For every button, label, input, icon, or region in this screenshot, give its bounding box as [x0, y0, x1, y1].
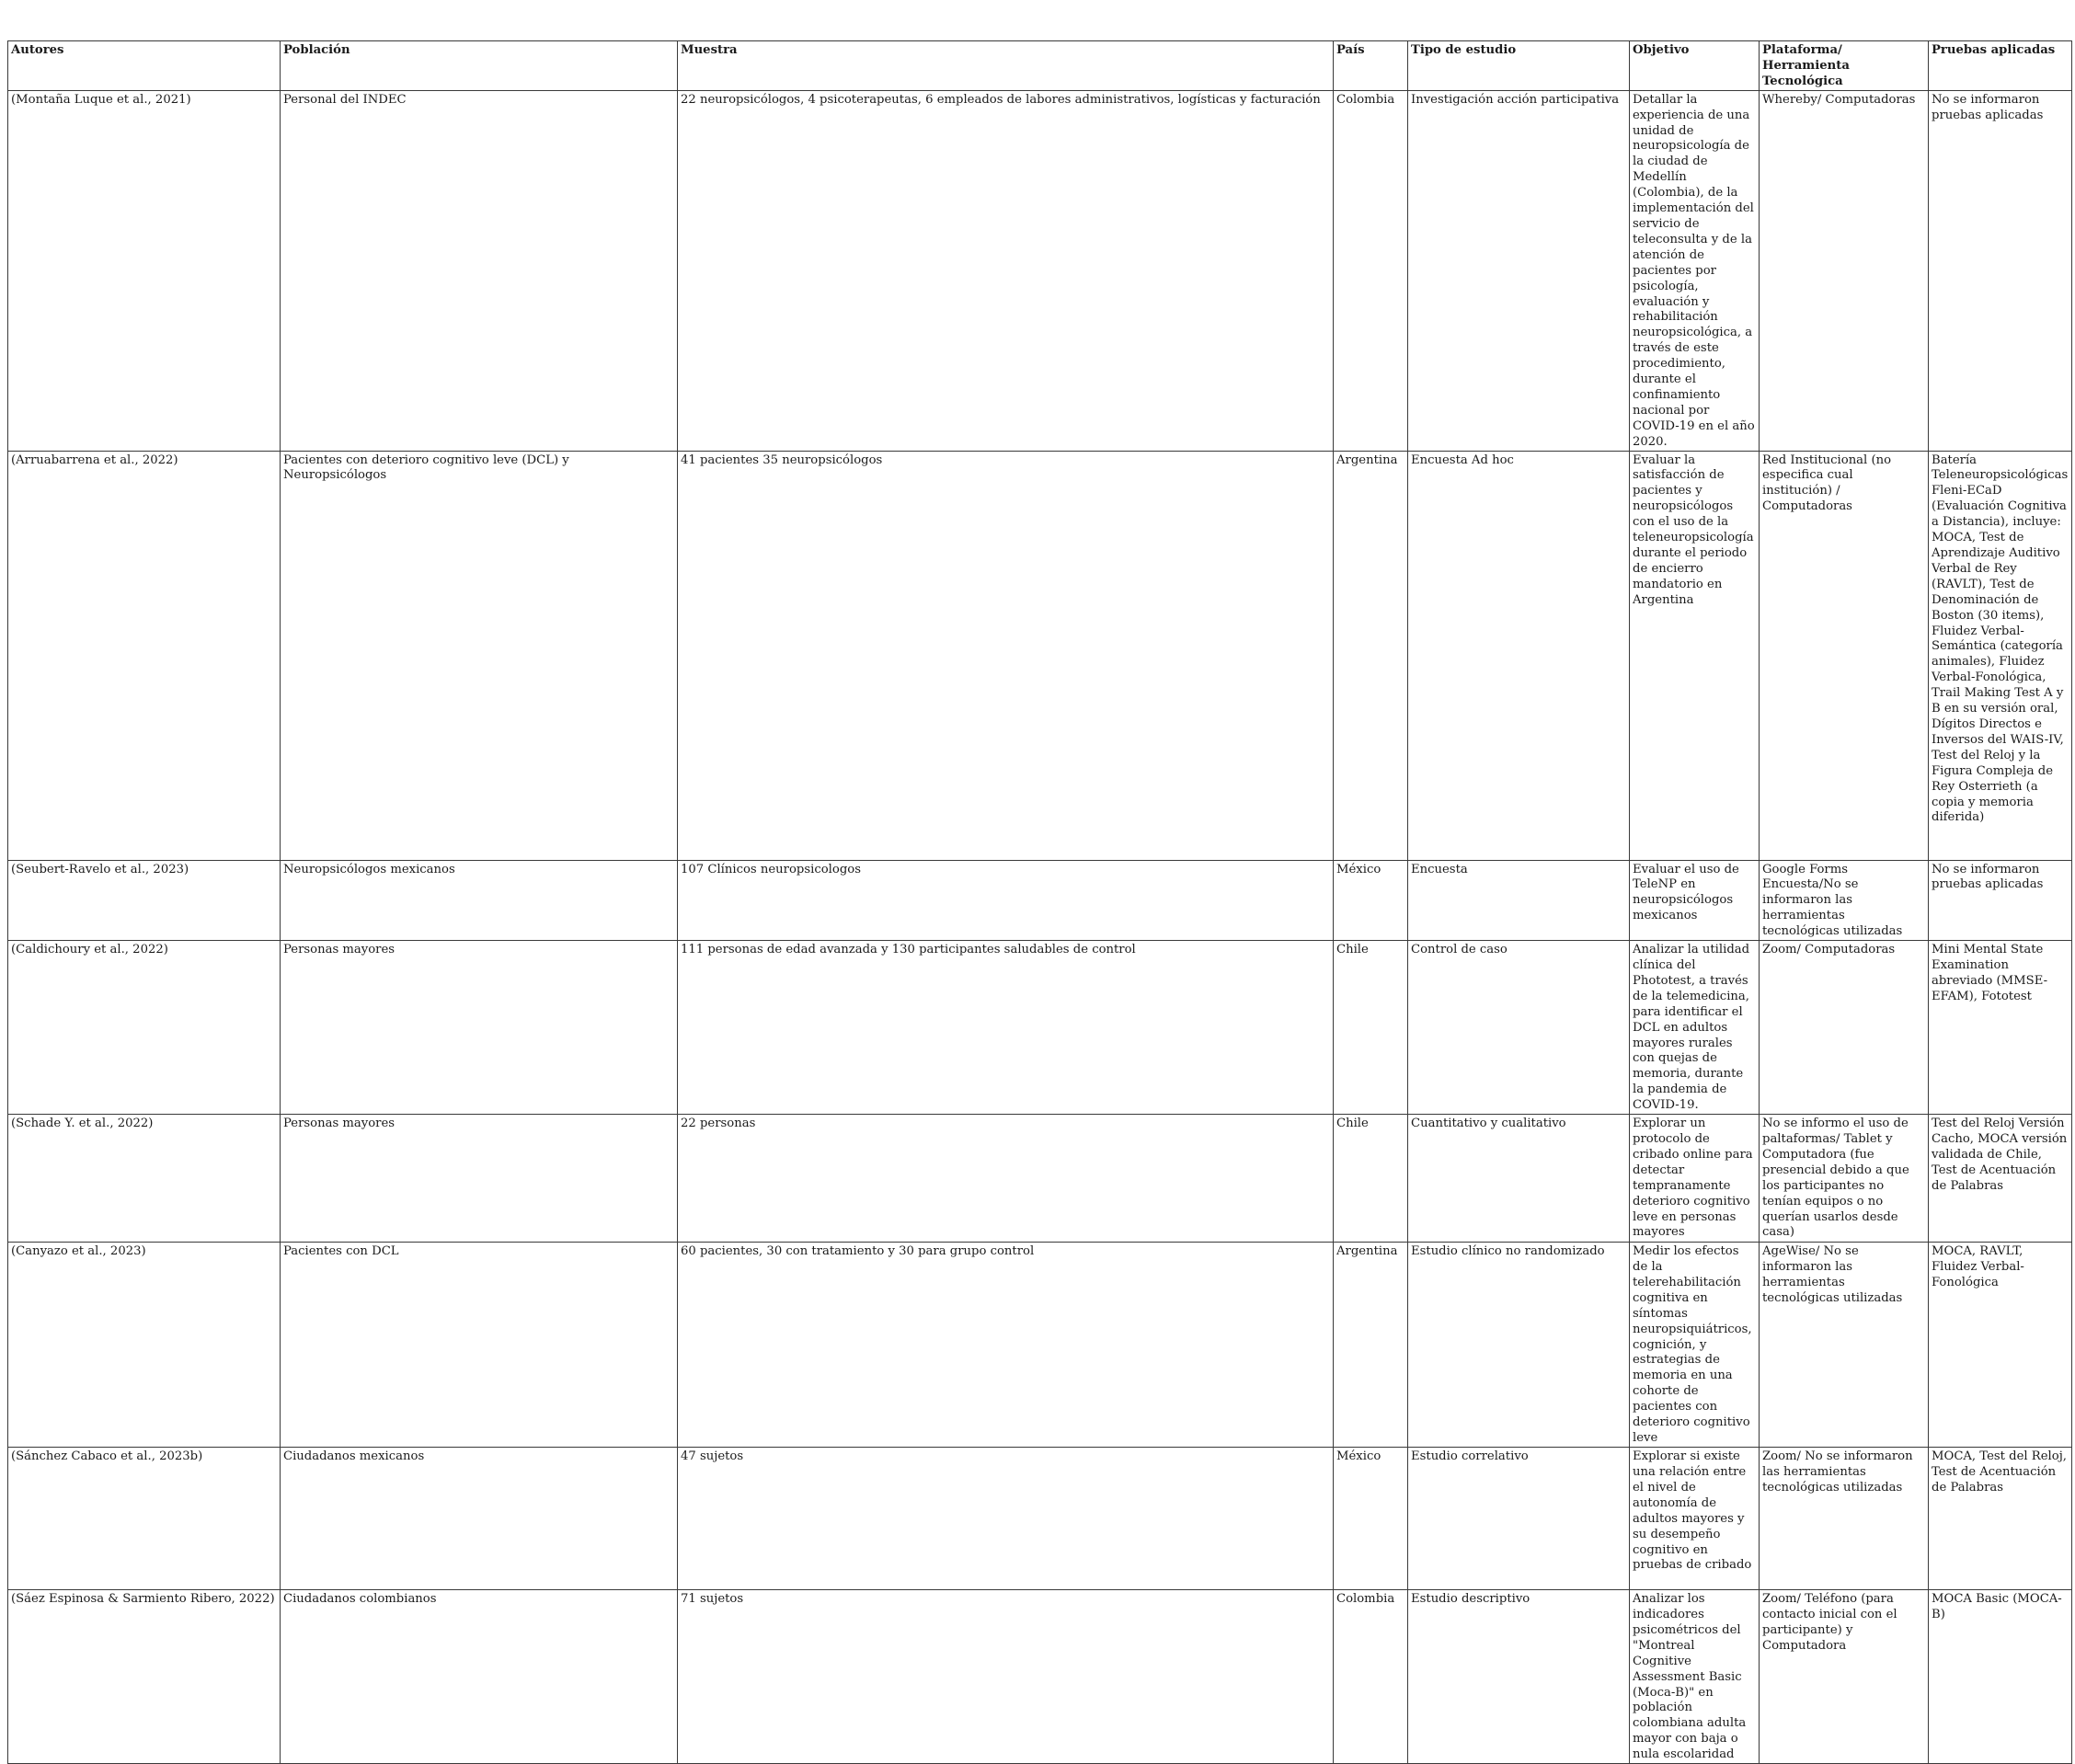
cell-pruebas: Mini Mental State Examination abreviado (MMSE-EFAM), Fototest [1929, 941, 2072, 1115]
cell-muestra: 22 personas [678, 1115, 1334, 1243]
header-autores: Autores [8, 41, 281, 91]
cell-pais: Chile [1334, 941, 1408, 1115]
cell-plataforma: Zoom/ Teléfono (para contacto inicial con el participante) y Computadora [1760, 1590, 1929, 1764]
table-row [8, 90, 2072, 451]
cell-objetivo: Explorar si existe una relación entre el nivel de autonomía de adultos mayores y su desempeño cognitivo en pruebas de cribado [1630, 1448, 1760, 1590]
cell-pais: México [1334, 860, 1408, 941]
table-row [8, 941, 2072, 1115]
cell-poblacion: Pacientes con DCL [281, 1243, 678, 1448]
header-muestra: Muestra [678, 41, 1334, 91]
cell-autores: (Sánchez Cabaco et al., 2023b) [8, 1448, 281, 1590]
cell-pais: Argentina [1334, 451, 1408, 860]
cell-objetivo: Evaluar la satisfacción de pacientes y neuropsicólogos con el uso de la teleneuropsicología durante el periodo de encierro mandatorio en Argentina [1630, 451, 1760, 860]
cell-tipo: Estudio clínico no randomizado [1408, 1243, 1630, 1448]
cell-poblacion: Pacientes con deterioro cognitivo leve (DCL) y Neuropsicólogos [281, 451, 678, 860]
cell-pruebas: MOCA Basic (MOCA-B) [1929, 1590, 2072, 1764]
cell-poblacion: Personal del INDEC [281, 90, 678, 451]
table-row [8, 1590, 2072, 1764]
cell-muestra: 60 pacientes, 30 con tratamiento y 30 para grupo control [678, 1243, 1334, 1448]
table-row [8, 451, 2072, 860]
cell-pais: Colombia [1334, 1590, 1408, 1764]
cell-plataforma: No se informo el uso de paltaformas/ Tablet y Computadora (fue presencial debido a que los participantes no tenían equipos o no querían usarlos desde casa) [1760, 1115, 1929, 1243]
cell-tipo: Estudio correlativo [1408, 1448, 1630, 1590]
cell-tipo: Control de caso [1408, 941, 1630, 1115]
cell-pruebas: MOCA, Test del Reloj, Test de Acentuación de Palabras [1929, 1448, 2072, 1590]
header-tipo: Tipo de estudio [1408, 41, 1630, 91]
cell-pais: Chile [1334, 1115, 1408, 1243]
cell-objetivo: Detallar la experiencia de una unidad de neuropsicología de la ciudad de Medellín (Colombia), de la implementación del servicio de teleconsulta y de la atención de pacientes por psicología, evaluación y rehabilitación neuropsicológica, a través de este procedimiento, durante el confinamiento nacional por COVID-19 en el año 2020. [1630, 90, 1760, 451]
cell-poblacion: Personas mayores [281, 941, 678, 1115]
cell-muestra: 47 sujetos [678, 1448, 1334, 1590]
cell-objetivo: Medir los efectos de la telerehabilitación cognitiva en síntomas neuropsiquiátricos, cognición, y estrategias de memoria en una cohorte de pacientes con deterioro cognitivo leve [1630, 1243, 1760, 1448]
cell-tipo: Encuesta Ad hoc [1408, 451, 1630, 860]
header-pais: País [1334, 41, 1408, 91]
cell-poblacion: Neuropsicólogos mexicanos [281, 860, 678, 941]
cell-pruebas: Test del Reloj Versión Cacho, MOCA versión validada de Chile, Test de Acentuación de Palabras [1929, 1115, 2072, 1243]
header-pruebas: Pruebas aplicadas [1929, 41, 2072, 91]
table-row [8, 1448, 2072, 1590]
cell-objetivo: Analizar los indicadores psicométricos del "Montreal Cognitive Assessment Basic (Moca-B)" en población colombiana adulta mayor con baja o nula escolaridad [1630, 1590, 1760, 1764]
cell-objetivo: Explorar un protocolo de cribado online para detectar tempranamente deterioro cognitivo leve en personas mayores [1630, 1115, 1760, 1243]
table-row [8, 860, 2072, 941]
cell-pais: Colombia [1334, 90, 1408, 451]
header-plataforma: Plataforma/ Herramienta Tecnológica [1760, 41, 1929, 91]
header-poblacion: Población [281, 41, 678, 91]
cell-objetivo: Analizar la utilidad clínica del Phototest, a través de la telemedicina, para identificar el DCL en adultos mayores rurales con quejas de memoria, durante la pandemia de COVID-19. [1630, 941, 1760, 1115]
cell-plataforma: Zoom/ No se informaron las herramientas tecnológicas utilizadas [1760, 1448, 1929, 1590]
table-row [8, 1243, 2072, 1448]
cell-plataforma: Zoom/ Computadoras [1760, 941, 1929, 1115]
cell-autores: (Seubert-Ravelo et al., 2023) [8, 860, 281, 941]
cell-muestra: 41 pacientes 35 neuropsicólogos [678, 451, 1334, 860]
cell-tipo: Investigación acción participativa [1408, 90, 1630, 451]
cell-autores: (Canyazo et al., 2023) [8, 1243, 281, 1448]
cell-plataforma: Red Institucional (no especifica cual institución) / Computadoras [1760, 451, 1929, 860]
cell-tipo: Estudio descriptivo [1408, 1590, 1630, 1764]
cell-pruebas: No se informaron pruebas aplicadas [1929, 90, 2072, 451]
cell-autores: (Sáez Espinosa & Sarmiento Ribero, 2022) [8, 1590, 281, 1764]
studies-table [7, 40, 2072, 1764]
cell-muestra: 71 sujetos [678, 1590, 1334, 1764]
cell-pruebas: No se informaron pruebas aplicadas [1929, 860, 2072, 941]
cell-autores: (Schade Y. et al., 2022) [8, 1115, 281, 1243]
cell-autores: (Caldichoury et al., 2022) [8, 941, 281, 1115]
cell-autores: (Arruabarrena et al., 2022) [8, 451, 281, 860]
cell-muestra: 22 neuropsicólogos, 4 psicoterapeutas, 6 empleados de labores administrativos, logísticas y facturación [678, 90, 1334, 451]
cell-plataforma: Whereby/ Computadoras [1760, 90, 1929, 451]
cell-autores: (Montaña Luque et al., 2021) [8, 90, 281, 451]
cell-muestra: 107 Clínicos neuropsicologos [678, 860, 1334, 941]
cell-pais: Argentina [1334, 1243, 1408, 1448]
cell-poblacion: Ciudadanos mexicanos [281, 1448, 678, 1590]
cell-tipo: Encuesta [1408, 860, 1630, 941]
cell-pruebas: Batería Teleneuropsicológicas Fleni-ECaD (Evaluación Cognitiva a Distancia), incluye: MOCA, Test de Aprendizaje Auditivo Verbal de Rey (RAVLT), Test de Denominación de Boston (30 items), Fluidez Verbal-Semántica (categoría animales), Fluidez Verbal-Fonológica, Trail Making Test A y B en su versión oral, Dígitos Directos e Inversos del WAIS-IV, Test del Reloj y la Figura Compleja de Rey Osterrieth (a copia y memoria diferida) [1929, 451, 2072, 860]
cell-objetivo: Evaluar el uso de TeleNP en neuropsicólogos mexicanos [1630, 860, 1760, 941]
cell-poblacion: Ciudadanos colombianos [281, 1590, 678, 1764]
table-row [8, 1115, 2072, 1243]
cell-pruebas: MOCA, RAVLT, Fluidez Verbal-Fonológica [1929, 1243, 2072, 1448]
cell-tipo: Cuantitativo y cualitativo [1408, 1115, 1630, 1243]
header-row [8, 41, 2072, 91]
cell-muestra: 111 personas de edad avanzada y 130 participantes saludables de control [678, 941, 1334, 1115]
cell-pais: México [1334, 1448, 1408, 1590]
cell-poblacion: Personas mayores [281, 1115, 678, 1243]
cell-plataforma: AgeWise/ No se informaron las herramientas tecnológicas utilizadas [1760, 1243, 1929, 1448]
header-objetivo: Objetivo [1630, 41, 1760, 91]
cell-plataforma: Google Forms Encuesta/No se informaron las herramientas tecnológicas utilizadas [1760, 860, 1929, 941]
